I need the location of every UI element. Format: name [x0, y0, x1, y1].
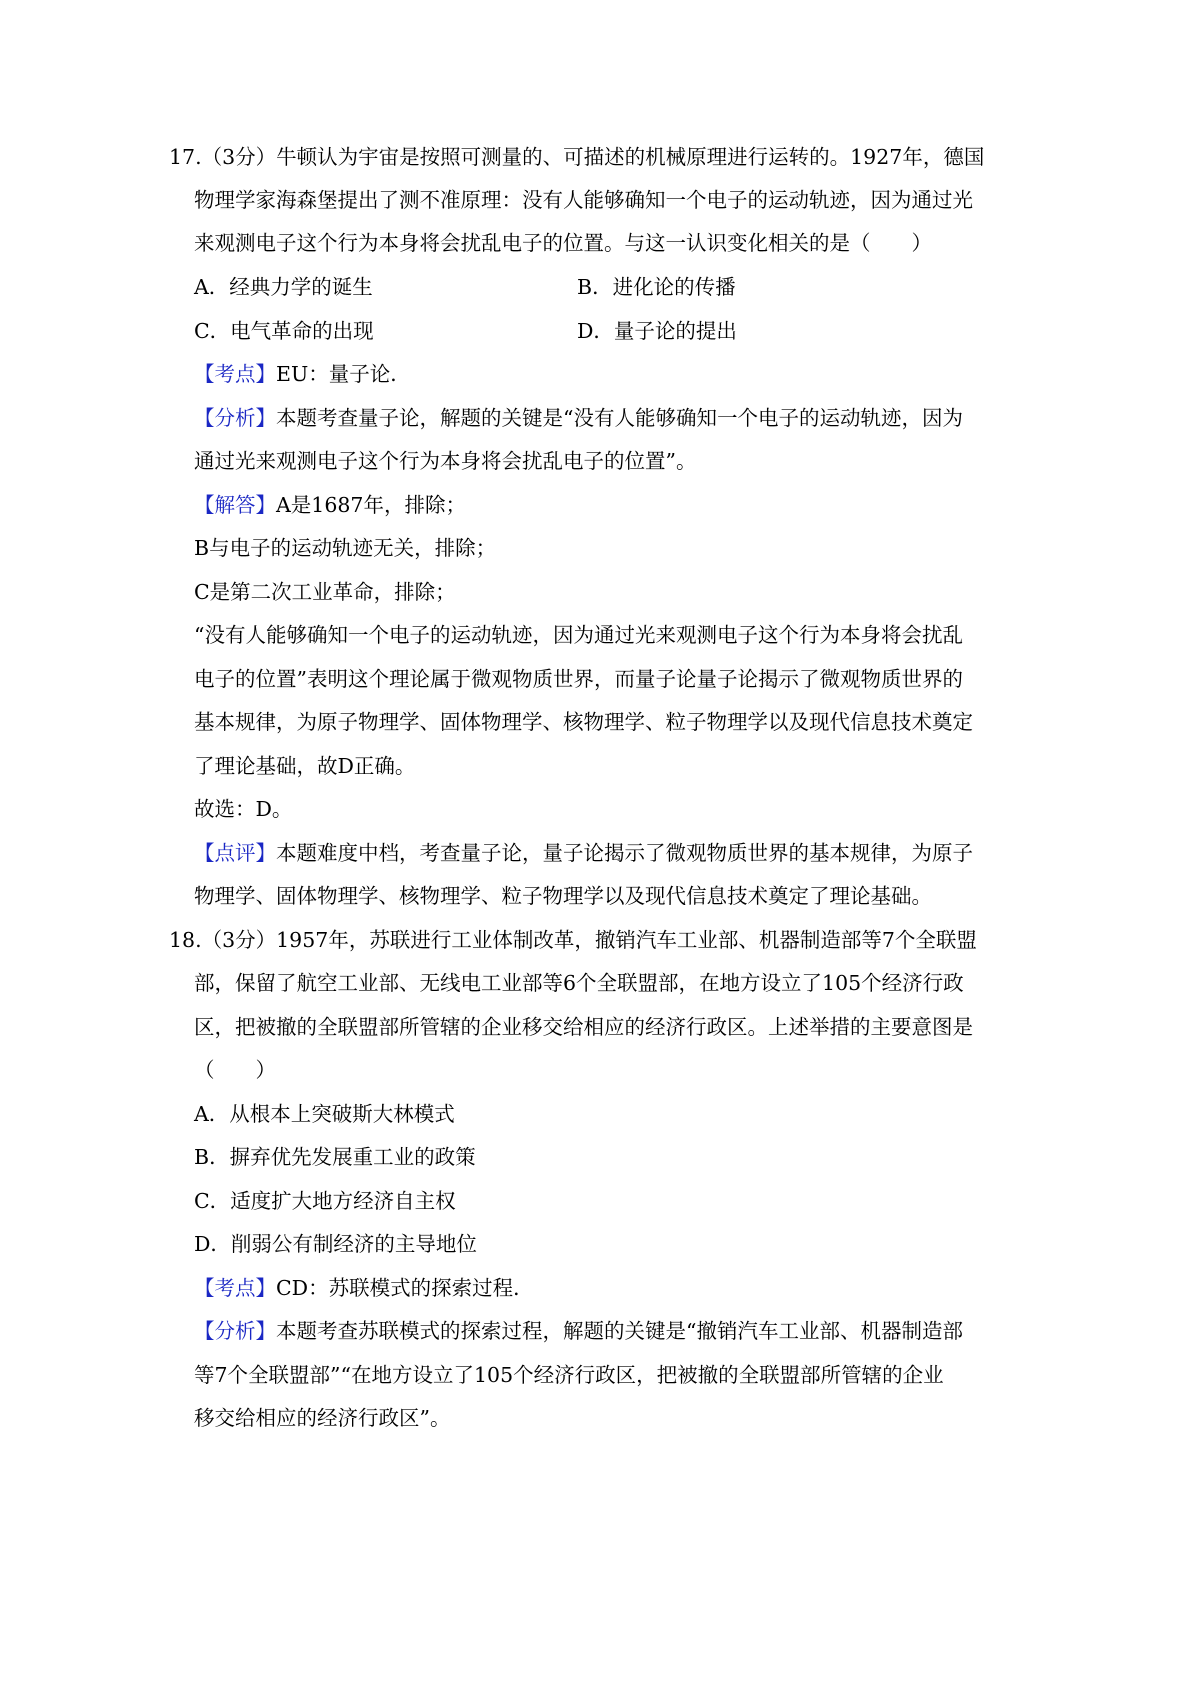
- q17-jieda-line-4: “没有人能够确知一个电子的运动轨迹，因为通过光来观测电子这个行为本身将会扰乱: [194, 623, 963, 647]
- q18-kaodian: [194, 1273, 534, 1303]
- kaodian-text: EU：量子论．: [276, 362, 411, 386]
- fenxi-text: 本题考查量子论，解题的关键是“没有人能够确知一个电子的运动轨迹，因为: [276, 406, 963, 430]
- q17-jieda-line-3: C是第二次工业革命，排除；: [194, 580, 456, 604]
- q18-option-c: C．适度扩大地方经济自主权: [194, 1189, 456, 1213]
- kaodian-tag: 【考点】: [194, 1276, 276, 1300]
- q18-stem-line-1: 18.（3分）1957年，苏联进行工业体制改革，撤销汽车工业部、机器制造部等7个全联盟: [169, 928, 977, 952]
- q17-jieda-line-5: 电子的位置”表明这个理论属于微观物质世界，而量子论量子论揭示了微观物质世界的: [194, 667, 963, 691]
- q18-stem-line-3: 区，把被撤的全联盟部所管辖的企业移交给相应的经济行政区。上述举措的主要意图是: [194, 1015, 973, 1039]
- fenxi-tag: 【分析】: [194, 406, 276, 430]
- q17-jieda-line-1: [194, 490, 466, 520]
- kaodian-text: CD：苏联模式的探索过程．: [276, 1276, 534, 1300]
- q18-option-b: B．摒弃优先发展重工业的政策: [194, 1145, 476, 1169]
- q17-option-a: A．经典力学的诞生: [194, 275, 373, 299]
- q18-fenxi-line-3: 移交给相应的经济行政区”。: [194, 1406, 451, 1430]
- q17-stem-line-3: 来观测电子这个行为本身将会扰乱电子的位置。与这一认识变化相关的是（ ）: [194, 231, 932, 255]
- q17-fenxi-line-1: [194, 403, 963, 433]
- q17-option-b: B．进化论的传播: [577, 275, 736, 299]
- q18-option-d: D．削弱公有制经济的主导地位: [194, 1232, 477, 1256]
- q17-dianping-line-1: [194, 838, 973, 868]
- fenxi-tag: 【分析】: [194, 1319, 276, 1343]
- q17-stem-line-1: 17.（3分）牛顿认为宇宙是按照可测量的、可描述的机械原理进行运转的。1927年，德国: [169, 145, 985, 169]
- dianping-text: 本题难度中档，考查量子论，量子论揭示了微观物质世界的基本规律，为原子: [276, 841, 973, 865]
- q17-answer-line: 故选：D。: [194, 797, 293, 821]
- q17-dianping-line-2: 物理学、固体物理学、核物理学、粒子物理学以及现代信息技术奠定了理论基础。: [194, 884, 932, 908]
- q17-stem-line-2: 物理学家海森堡提出了测不准原理：没有人能够确知一个电子的运动轨迹，因为通过光: [194, 188, 973, 212]
- q18-stem-line-2: 部，保留了航空工业部、无线电工业部等6个全联盟部，在地方设立了105个经济行政: [194, 971, 964, 995]
- q17-option-c: C．电气革命的出现: [194, 319, 374, 343]
- q17-fenxi-line-2: 通过光来观测电子这个行为本身将会扰乱电子的位置”。: [194, 449, 697, 473]
- q18-option-a: A．从根本上突破斯大林模式: [194, 1102, 455, 1126]
- q17-jieda-line-6: 基本规律，为原子物理学、固体物理学、核物理学、粒子物理学以及现代信息技术奠定: [194, 710, 973, 734]
- jieda-tag: 【解答】: [194, 493, 276, 517]
- q18-fenxi-line-1: [194, 1316, 963, 1346]
- q17-jieda-line-2: B与电子的运动轨迹无关，排除；: [194, 536, 497, 560]
- dianping-tag: 【点评】: [194, 841, 276, 865]
- q17-kaodian: [194, 359, 411, 389]
- q18-stem-line-4: （ ）: [194, 1058, 276, 1082]
- kaodian-tag: 【考点】: [194, 362, 276, 386]
- q17-jieda-line-7: 了理论基础，故D正确。: [194, 754, 416, 778]
- q18-fenxi-line-2: 等7个全联盟部”“在地方设立了105个经济行政区，把被撤的全联盟部所管辖的企业: [194, 1363, 944, 1387]
- q17-option-d: D．量子论的提出: [577, 319, 737, 343]
- jieda-text: A是1687年，排除；: [276, 493, 466, 517]
- fenxi-text: 本题考查苏联模式的探索过程，解题的关键是“撤销汽车工业部、机器制造部: [276, 1319, 963, 1343]
